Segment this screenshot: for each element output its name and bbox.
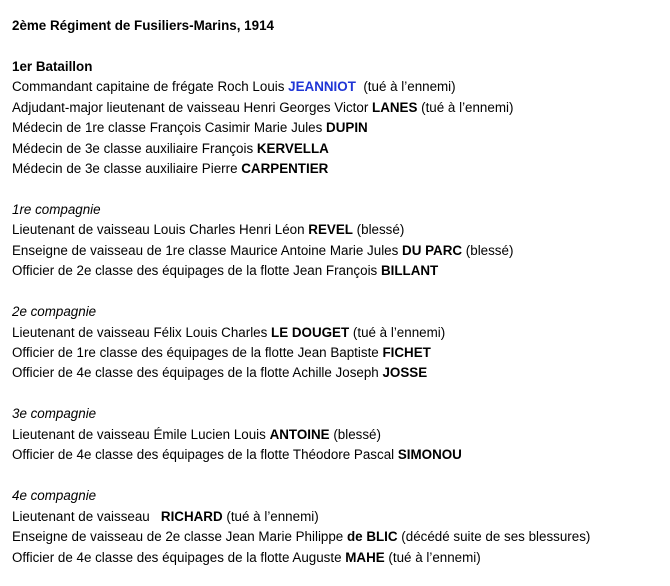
officer-rank-and-names: Lieutenant de vaisseau Émile Lucien Louis <box>12 426 270 442</box>
officer-surname: LANES <box>372 99 418 115</box>
company-entries <box>12 220 670 281</box>
company-section-4 <box>12 486 670 568</box>
company-heading: 4e compagnie <box>12 488 97 504</box>
officer-rank-and-names: Médecin de 3e classe auxiliaire François <box>12 140 257 156</box>
officer-entry <box>12 118 670 138</box>
officer-status-note: (tué à l’ennemi) <box>222 508 319 524</box>
officer-surname: de BLIC <box>346 529 398 545</box>
officer-rank-and-names: Commandant capitaine de frégate Roch Louis <box>12 79 289 95</box>
officer-status-note: (décédé suite de ses blessures) <box>397 529 591 545</box>
officer-surname: RICHARD <box>160 508 223 524</box>
officer-entry <box>12 261 670 281</box>
officer-entry <box>12 98 670 118</box>
officer-rank-and-names: Médecin de 1re classe François Casimir Marie Jules <box>12 120 327 136</box>
officer-rank-and-names: Adjudant-major lieutenant de vaisseau Henri Georges Victor <box>12 99 373 115</box>
officer-surname: FICHET <box>382 345 431 361</box>
officer-status-note: (tué à l’ennemi) <box>417 99 514 115</box>
officer-status-note: (blessé) <box>462 242 514 258</box>
officer-rank-and-names: Officier de 1re classe des équipages de la flotte Jean Baptiste <box>12 345 383 361</box>
officer-entry <box>12 343 670 363</box>
company-section-2 <box>12 302 670 384</box>
company-heading: 2e compagnie <box>12 304 97 320</box>
officer-surname: JEANNIOT <box>288 79 356 95</box>
company-heading: 3e compagnie <box>12 406 97 422</box>
officer-entry <box>12 507 670 527</box>
company-section-1 <box>12 200 670 282</box>
company-section-3 <box>12 404 670 465</box>
officer-entry <box>12 425 670 445</box>
officer-surname: SIMONOU <box>397 447 462 463</box>
officer-rank-and-names: Lieutenant de vaisseau Louis Charles Henri Léon <box>12 222 309 238</box>
officer-entry <box>12 139 670 159</box>
officer-rank-and-names: Officier de 4e classe des équipages de la flotte Théodore Pascal <box>12 447 398 463</box>
officer-status-note: (tué à l’ennemi) <box>384 549 481 565</box>
bataillon-section <box>12 57 670 179</box>
officer-surname: DUPIN <box>326 120 368 136</box>
officer-rank-and-names: Officier de 4e classe des équipages de la flotte Achille Joseph <box>12 365 383 381</box>
company-entries <box>12 507 670 568</box>
company-heading: 1re compagnie <box>12 202 101 218</box>
officer-surname: BILLANT <box>380 263 439 279</box>
officer-entry <box>12 363 670 383</box>
officer-surname: KERVELLA <box>256 140 329 156</box>
bataillon-heading: 1er Bataillon <box>12 59 93 74</box>
officer-entry <box>12 548 670 568</box>
officer-rank-and-names: Enseigne de vaisseau de 2e classe Jean Marie Philippe <box>12 529 347 545</box>
officer-surname: ANTOINE <box>269 426 330 442</box>
officer-surname: LE DOUGET <box>271 324 350 340</box>
bataillon-entries <box>12 77 670 179</box>
officer-status-note: (blessé) <box>352 222 405 238</box>
officer-rank-and-names: Lieutenant de vaisseau Félix Louis Charles <box>12 324 272 340</box>
officer-surname: DU PARC <box>402 242 463 258</box>
officer-rank-and-names: Lieutenant de vaisseau <box>12 508 161 524</box>
officer-rank-and-names: Officier de 4e classe des équipages de la flotte Auguste <box>12 549 346 565</box>
officer-entry <box>12 527 670 547</box>
officer-entry <box>12 445 670 465</box>
officer-entry <box>12 77 670 97</box>
officer-rank-and-names: Médecin de 3e classe auxiliaire Pierre <box>12 161 242 177</box>
officer-status-note: (tué à l’ennemi) <box>349 324 446 340</box>
officer-entry <box>12 220 670 240</box>
officer-entry <box>12 241 670 261</box>
officer-rank-and-names: Enseigne de vaisseau de 1re classe Maurice Antoine Marie Jules <box>12 242 403 258</box>
officer-status-note: (blessé) <box>329 426 381 442</box>
document-title: 2ème Régiment de Fusiliers-Marins, 1914 <box>12 18 274 33</box>
officer-rank-and-names: Officier de 2e classe des équipages de la flotte Jean François <box>12 263 381 279</box>
officer-surname: REVEL <box>308 222 353 238</box>
officer-status-note: (tué à l’ennemi) <box>355 79 456 95</box>
company-entries <box>12 323 670 384</box>
officer-entry <box>12 159 670 179</box>
officer-surname: CARPENTIER <box>241 161 329 177</box>
officer-surname: MAHE <box>345 549 385 565</box>
company-entries <box>12 425 670 466</box>
officer-entry <box>12 323 670 343</box>
officer-surname: JOSSE <box>382 365 428 381</box>
